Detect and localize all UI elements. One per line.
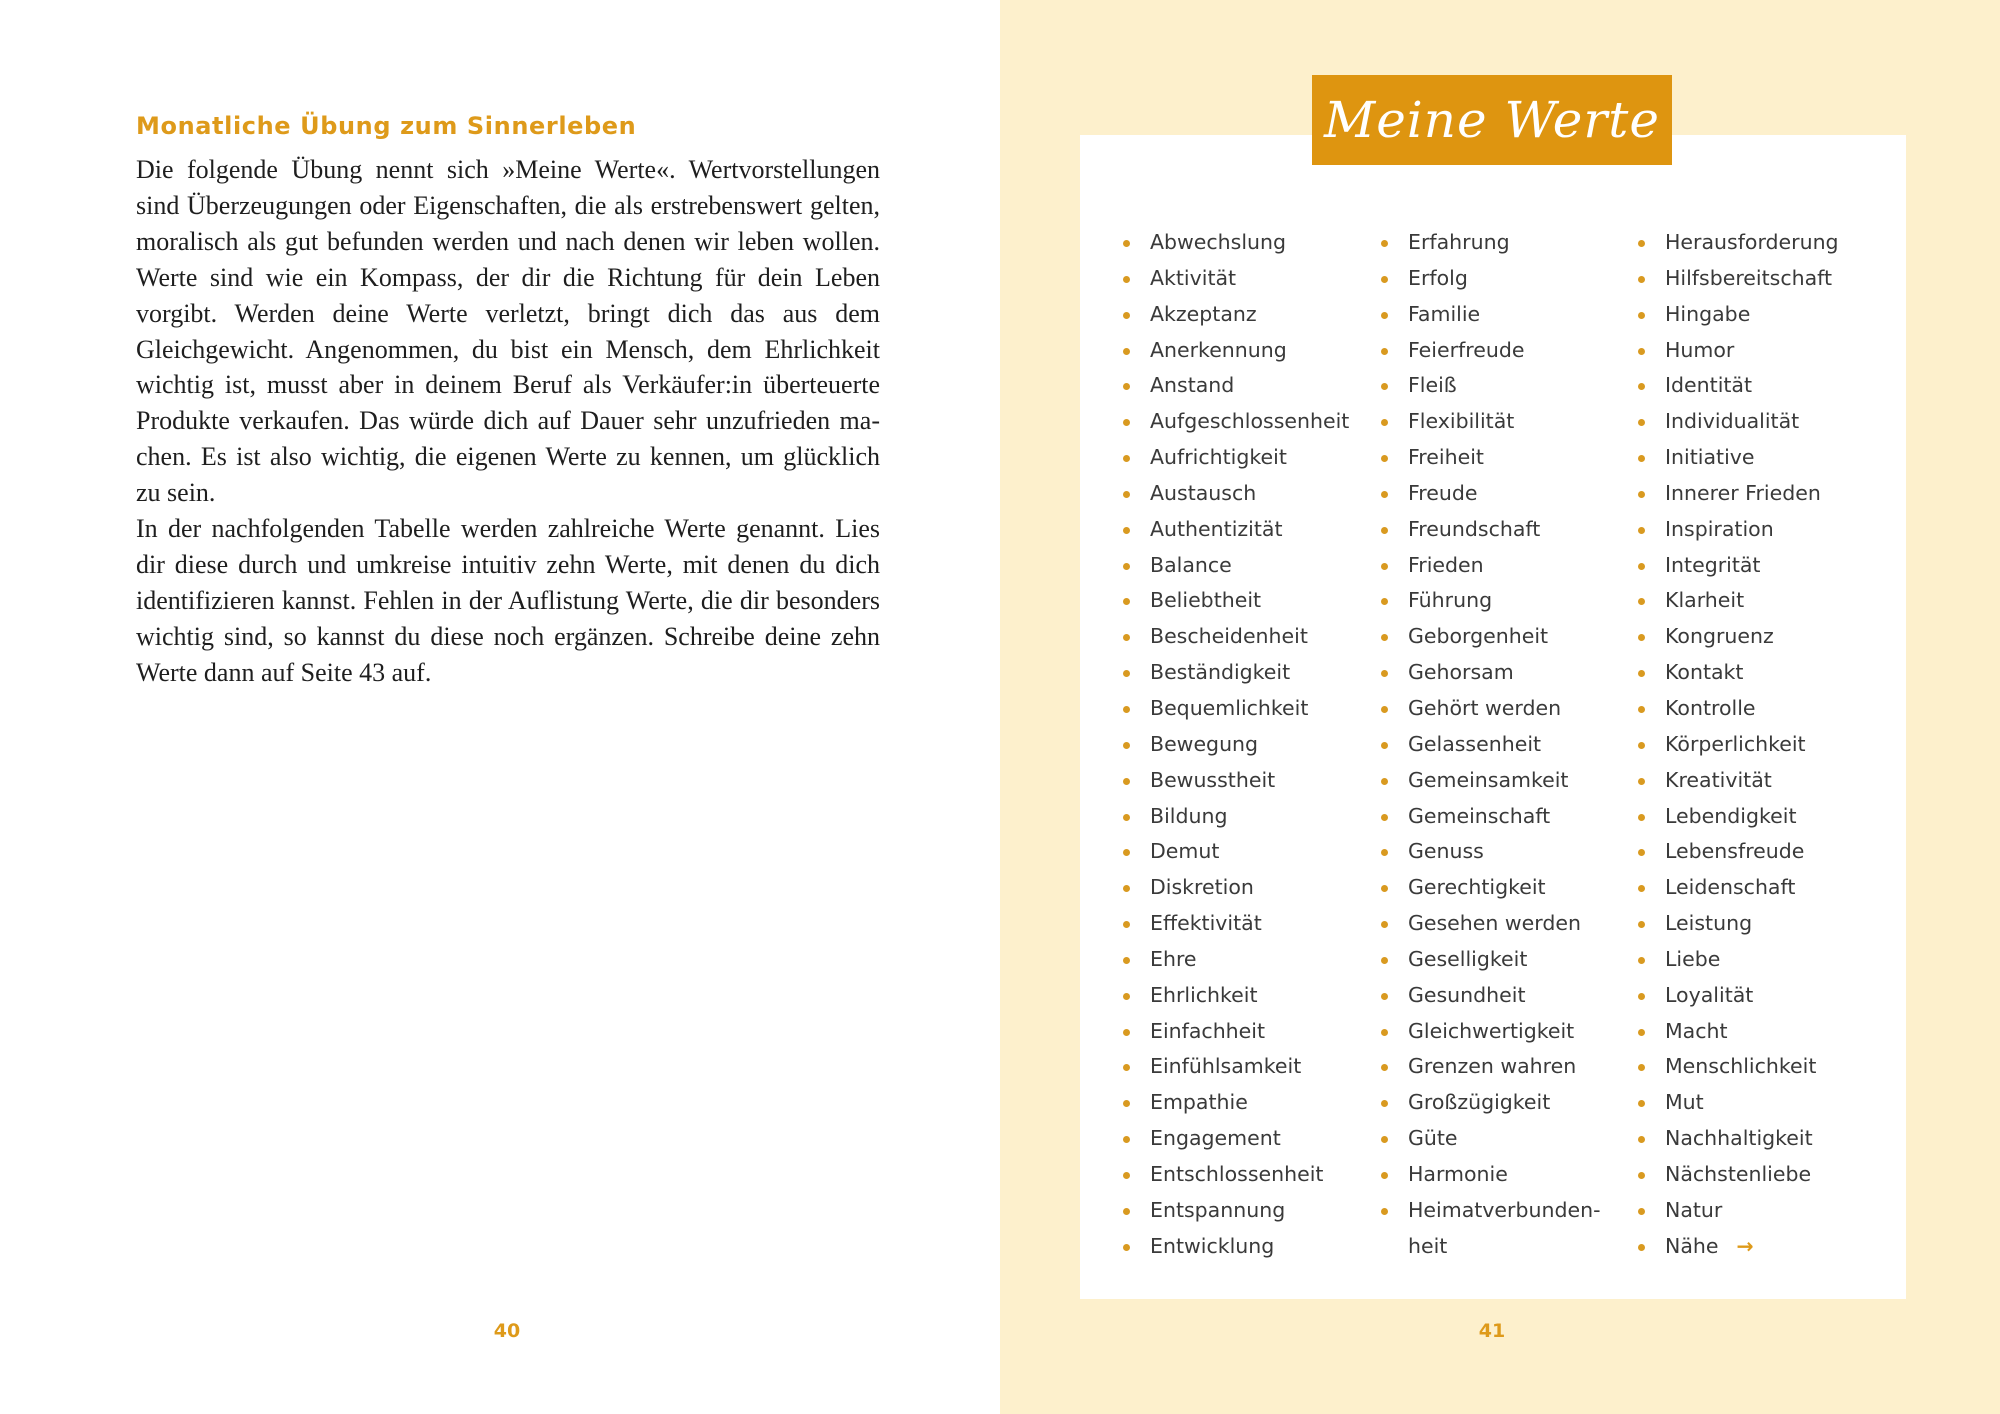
bullet-icon bbox=[1638, 527, 1645, 534]
value-item[interactable] bbox=[1120, 440, 1349, 476]
bullet-icon bbox=[1123, 634, 1130, 641]
bullet-icon bbox=[1638, 993, 1645, 1000]
bullet-icon bbox=[1381, 1029, 1388, 1036]
value-item[interactable] bbox=[1120, 368, 1349, 404]
value-item[interactable] bbox=[1120, 1014, 1349, 1050]
bullet-icon bbox=[1123, 885, 1130, 892]
bullet-icon bbox=[1123, 1064, 1130, 1071]
value-label: Flexibilität bbox=[1408, 409, 1515, 434]
bullet-icon bbox=[1381, 348, 1388, 355]
value-label: Geborgenheit bbox=[1408, 624, 1549, 649]
value-item[interactable] bbox=[1378, 870, 1608, 906]
bullet-icon bbox=[1381, 1208, 1388, 1215]
value-label: Kontrolle bbox=[1665, 695, 1756, 720]
section-heading: Monatliche Übung zum Sinnerleben bbox=[136, 112, 637, 140]
value-item[interactable] bbox=[1120, 1049, 1349, 1085]
value-item[interactable] bbox=[1378, 368, 1608, 404]
value-label: Aufgeschlossenheit bbox=[1150, 409, 1350, 434]
bullet-icon bbox=[1123, 706, 1130, 713]
value-label: Authentizität bbox=[1150, 516, 1283, 541]
value-item[interactable] bbox=[1120, 763, 1349, 799]
value-label: Lebensfreude bbox=[1665, 839, 1805, 864]
value-item[interactable] bbox=[1120, 906, 1349, 942]
value-item[interactable] bbox=[1120, 512, 1349, 548]
value-item[interactable] bbox=[1120, 476, 1349, 512]
value-label: Anstand bbox=[1150, 373, 1235, 398]
bullet-icon bbox=[1638, 778, 1645, 785]
bullet-icon bbox=[1638, 706, 1645, 713]
bullet-icon bbox=[1638, 634, 1645, 641]
value-item[interactable] bbox=[1378, 942, 1608, 978]
value-label: Gehorsam bbox=[1408, 660, 1514, 685]
page-number-left: 40 bbox=[493, 1320, 521, 1342]
value-label: Feierfreude bbox=[1408, 337, 1525, 362]
value-item[interactable] bbox=[1378, 727, 1608, 763]
value-label: Liebe bbox=[1665, 946, 1721, 971]
value-label: Beständigkeit bbox=[1150, 660, 1291, 685]
value-label: Inspiration bbox=[1665, 516, 1774, 541]
bullet-icon bbox=[1123, 1208, 1130, 1215]
bullet-icon bbox=[1381, 1100, 1388, 1107]
value-label: Gelassenheit bbox=[1408, 731, 1542, 756]
value-item[interactable] bbox=[1120, 1193, 1349, 1229]
value-item[interactable] bbox=[1378, 655, 1608, 691]
bullet-icon bbox=[1638, 1136, 1645, 1143]
bullet-icon bbox=[1638, 491, 1645, 498]
value-item[interactable] bbox=[1120, 978, 1349, 1014]
value-item[interactable] bbox=[1120, 261, 1349, 297]
bullet-icon bbox=[1381, 312, 1388, 319]
bullet-icon bbox=[1381, 527, 1388, 534]
bullet-icon bbox=[1381, 957, 1388, 964]
value-label: Gleichwertigkeit bbox=[1408, 1018, 1575, 1043]
value-item[interactable] bbox=[1378, 548, 1608, 584]
value-label: Leidenschaft bbox=[1665, 875, 1796, 900]
value-label: Initiative bbox=[1665, 445, 1755, 470]
value-item[interactable] bbox=[1635, 261, 1839, 297]
value-label: Einfühlsamkeit bbox=[1150, 1054, 1302, 1079]
value-item[interactable] bbox=[1120, 1121, 1349, 1157]
value-item[interactable] bbox=[1378, 440, 1608, 476]
bullet-icon bbox=[1123, 1029, 1130, 1036]
value-item[interactable] bbox=[1635, 548, 1839, 584]
value-label: Bequemlichkeit bbox=[1150, 695, 1309, 720]
value-item[interactable] bbox=[1635, 404, 1839, 440]
value-label: Genuss bbox=[1408, 839, 1484, 864]
value-item[interactable] bbox=[1635, 297, 1839, 333]
bullet-icon bbox=[1123, 455, 1130, 462]
bullet-icon bbox=[1381, 993, 1388, 1000]
bullet-icon bbox=[1381, 1136, 1388, 1143]
values-column-2 bbox=[1378, 225, 1608, 1264]
value-label: Menschlichkeit bbox=[1665, 1054, 1817, 1079]
value-label: Herausforderung bbox=[1665, 230, 1839, 254]
value-label: Bewegung bbox=[1150, 731, 1259, 756]
bullet-icon bbox=[1381, 670, 1388, 677]
bullet-icon bbox=[1381, 921, 1388, 928]
value-label: Empathie bbox=[1150, 1090, 1248, 1115]
value-label: Fleiß bbox=[1408, 373, 1457, 398]
bullet-icon bbox=[1381, 849, 1388, 856]
bullet-icon bbox=[1638, 383, 1645, 390]
bullet-icon bbox=[1381, 419, 1388, 426]
bullet-icon bbox=[1638, 849, 1645, 856]
bullet-icon bbox=[1638, 957, 1645, 964]
value-item[interactable] bbox=[1378, 404, 1608, 440]
body-text bbox=[136, 152, 880, 691]
value-item[interactable] bbox=[1378, 763, 1608, 799]
value-label: Entwicklung bbox=[1150, 1233, 1275, 1258]
value-item[interactable] bbox=[1120, 225, 1349, 261]
bullet-icon bbox=[1381, 1064, 1388, 1071]
value-label: Gesehen werden bbox=[1408, 911, 1581, 936]
value-label: Lebendigkeit bbox=[1665, 803, 1797, 828]
value-label: Gemeinsamkeit bbox=[1408, 767, 1569, 792]
value-label: Demut bbox=[1150, 839, 1220, 864]
value-label: Entschlossenheit bbox=[1150, 1161, 1324, 1186]
value-item[interactable] bbox=[1120, 333, 1349, 369]
value-item[interactable] bbox=[1635, 1085, 1839, 1121]
value-item[interactable] bbox=[1120, 799, 1349, 835]
value-item[interactable] bbox=[1378, 691, 1608, 727]
value-item[interactable] bbox=[1635, 1121, 1839, 1157]
value-label: Nächstenliebe bbox=[1665, 1161, 1812, 1186]
value-label: Einfachheit bbox=[1150, 1018, 1266, 1043]
bullet-icon bbox=[1638, 670, 1645, 677]
value-item[interactable] bbox=[1635, 619, 1839, 655]
value-label: Aufrichtigkeit bbox=[1150, 445, 1287, 470]
value-item[interactable] bbox=[1378, 583, 1608, 619]
bullet-icon bbox=[1381, 634, 1388, 641]
values-column-1 bbox=[1120, 225, 1349, 1264]
bullet-icon bbox=[1381, 742, 1388, 749]
bullet-icon bbox=[1123, 383, 1130, 390]
value-label: Harmonie bbox=[1408, 1161, 1508, 1186]
value-item[interactable] bbox=[1635, 763, 1839, 799]
bullet-icon bbox=[1123, 814, 1130, 821]
bullet-icon bbox=[1123, 419, 1130, 426]
paragraph-instructions: In der nachfolgenden Tabelle werden zahlreiche Werte genannt. Lies dir diese durch und umkreise intuitiv zehn Werte, mit denen du dich identifizieren kannst. Fehlen in der Auflistung Werte, die dir besonders wichtig sind, so kannst du diese noch ergänzen. Schreibe deine zehn Werte dann auf Seite 43 auf. bbox=[136, 514, 880, 687]
value-item[interactable] bbox=[1378, 799, 1608, 835]
value-label: Körperlichkeit bbox=[1665, 731, 1806, 756]
bullet-icon bbox=[1381, 778, 1388, 785]
value-item[interactable] bbox=[1378, 834, 1608, 870]
value-item[interactable] bbox=[1635, 1049, 1839, 1085]
value-item[interactable] bbox=[1378, 1157, 1608, 1193]
value-item[interactable] bbox=[1635, 368, 1839, 404]
value-item[interactable] bbox=[1635, 476, 1839, 512]
value-item[interactable] bbox=[1120, 583, 1349, 619]
value-label: Akzeptanz bbox=[1150, 301, 1257, 326]
value-label: Frieden bbox=[1408, 552, 1484, 577]
value-label: Kongruenz bbox=[1665, 624, 1774, 649]
value-label: Erfolg bbox=[1408, 265, 1468, 290]
value-item[interactable] bbox=[1120, 655, 1349, 691]
bullet-icon bbox=[1123, 993, 1130, 1000]
value-label: Gehört werden bbox=[1408, 695, 1562, 720]
value-item[interactable] bbox=[1635, 834, 1839, 870]
value-label: Aktivität bbox=[1150, 265, 1237, 290]
value-item[interactable] bbox=[1378, 297, 1608, 333]
value-label: Geselligkeit bbox=[1408, 946, 1528, 971]
bullet-icon bbox=[1638, 1208, 1645, 1215]
value-label: Nähe bbox=[1665, 1233, 1719, 1258]
value-label: Freude bbox=[1408, 480, 1478, 505]
value-label: Güte bbox=[1408, 1126, 1458, 1151]
bullet-icon bbox=[1638, 885, 1645, 892]
value-item[interactable] bbox=[1635, 333, 1839, 369]
bullet-icon bbox=[1638, 1029, 1645, 1036]
value-label: Grenzen wahren bbox=[1408, 1054, 1577, 1079]
value-label: Integrität bbox=[1665, 552, 1761, 577]
value-item[interactable] bbox=[1120, 1229, 1349, 1265]
bullet-icon bbox=[1638, 1244, 1645, 1251]
value-label: Hilfsbereitschaft bbox=[1665, 265, 1833, 290]
value-item[interactable] bbox=[1120, 297, 1349, 333]
value-label: Nachhaltigkeit bbox=[1665, 1126, 1813, 1151]
value-label: Führung bbox=[1408, 588, 1493, 613]
value-item[interactable] bbox=[1635, 1229, 1839, 1265]
value-item[interactable] bbox=[1378, 512, 1608, 548]
bullet-icon bbox=[1123, 670, 1130, 677]
value-label: Familie bbox=[1408, 301, 1481, 326]
bullet-icon bbox=[1638, 1172, 1645, 1179]
value-item[interactable] bbox=[1635, 942, 1839, 978]
bullet-icon bbox=[1123, 921, 1130, 928]
value-label: Beliebtheit bbox=[1150, 588, 1262, 613]
values-column-3 bbox=[1635, 225, 1839, 1264]
value-label: Bewusstheit bbox=[1150, 767, 1276, 792]
value-item[interactable] bbox=[1635, 1193, 1839, 1229]
bullet-icon bbox=[1381, 598, 1388, 605]
value-item[interactable] bbox=[1635, 978, 1839, 1014]
arrow-right-icon: → bbox=[1736, 1233, 1754, 1258]
value-item[interactable] bbox=[1378, 333, 1608, 369]
bullet-icon bbox=[1638, 276, 1645, 283]
bullet-icon bbox=[1381, 706, 1388, 713]
value-item[interactable] bbox=[1635, 1014, 1839, 1050]
value-item[interactable] bbox=[1120, 870, 1349, 906]
value-label: Individualität bbox=[1665, 409, 1800, 434]
value-item[interactable] bbox=[1635, 870, 1839, 906]
bullet-icon bbox=[1123, 778, 1130, 785]
bullet-icon bbox=[1123, 742, 1130, 749]
bullet-icon bbox=[1381, 276, 1388, 283]
bullet-icon bbox=[1638, 742, 1645, 749]
value-label: Kontakt bbox=[1665, 660, 1744, 685]
value-item[interactable] bbox=[1378, 1014, 1608, 1050]
value-label: Freiheit bbox=[1408, 445, 1484, 470]
value-item[interactable] bbox=[1120, 548, 1349, 584]
value-label: Großzügigkeit bbox=[1408, 1090, 1551, 1115]
value-label: Identität bbox=[1665, 373, 1753, 398]
value-item[interactable] bbox=[1635, 727, 1839, 763]
value-item[interactable] bbox=[1635, 1157, 1839, 1193]
bullet-icon bbox=[1638, 814, 1645, 821]
value-label: Engagement bbox=[1150, 1126, 1281, 1151]
bullet-icon bbox=[1123, 491, 1130, 498]
bullet-icon bbox=[1123, 1136, 1130, 1143]
value-label: Austausch bbox=[1150, 480, 1257, 505]
bullet-icon bbox=[1381, 885, 1388, 892]
bullet-icon bbox=[1123, 849, 1130, 856]
title-banner bbox=[1312, 75, 1672, 165]
bullet-icon bbox=[1381, 1172, 1388, 1179]
bullet-icon bbox=[1638, 921, 1645, 928]
value-label: Humor bbox=[1665, 337, 1735, 362]
value-label: Macht bbox=[1665, 1018, 1728, 1043]
value-item[interactable] bbox=[1378, 1193, 1608, 1265]
value-item[interactable] bbox=[1635, 906, 1839, 942]
value-label: Heimatverbunden- heit bbox=[1408, 1197, 1601, 1258]
value-label: Bescheidenheit bbox=[1150, 624, 1308, 649]
value-item[interactable] bbox=[1120, 942, 1349, 978]
value-label: Ehrlichkeit bbox=[1150, 982, 1258, 1007]
bullet-icon bbox=[1638, 563, 1645, 570]
value-item[interactable] bbox=[1120, 404, 1349, 440]
paragraph-intro: Die folgende Übung nennt sich »Meine Werte«. Wertvorstellungen sind Überzeugungen oder Eigenschaften, die als erstrebenswert gelten, moralisch als gut befunden werden und nach denen wir leben wollen. Werte sind wie ein Kompass, der dir die Richtung für dein Leben vorgibt. Werden deine Werte verletzt, bringt dich das aus dem Gleichgewicht. Angenommen, du bist ein Mensch, dem Ehrlichkeit wichtig ist, musst aber in deinem Beruf als Verkäufer:in überteuerte Produkte verkaufen. Das würde dich auf Dauer sehr unzufrieden machen. Es ist also wichtig, die eigenen Werte zu kennen, um glücklich zu sein. bbox=[136, 155, 880, 508]
value-item[interactable] bbox=[1635, 583, 1839, 619]
value-label: Balance bbox=[1150, 552, 1232, 577]
bullet-icon bbox=[1123, 348, 1130, 355]
bullet-icon bbox=[1638, 348, 1645, 355]
bullet-icon bbox=[1638, 598, 1645, 605]
value-label: Mut bbox=[1665, 1090, 1704, 1115]
bullet-icon bbox=[1123, 312, 1130, 319]
value-label: Effektivität bbox=[1150, 911, 1262, 936]
bullet-icon bbox=[1381, 383, 1388, 390]
bullet-icon bbox=[1123, 527, 1130, 534]
value-item[interactable] bbox=[1635, 799, 1839, 835]
value-item[interactable] bbox=[1635, 512, 1839, 548]
value-item[interactable] bbox=[1635, 655, 1839, 691]
bullet-icon bbox=[1123, 563, 1130, 570]
value-label: Hingabe bbox=[1665, 301, 1751, 326]
bullet-icon bbox=[1123, 1244, 1130, 1251]
value-item[interactable] bbox=[1635, 225, 1839, 261]
bullet-icon bbox=[1638, 455, 1645, 462]
bullet-icon bbox=[1381, 814, 1388, 821]
right-page bbox=[1000, 0, 2000, 1414]
value-label: Kreativität bbox=[1665, 767, 1772, 792]
value-item[interactable] bbox=[1120, 1085, 1349, 1121]
bullet-icon bbox=[1123, 957, 1130, 964]
bullet-icon bbox=[1123, 240, 1130, 247]
value-item[interactable] bbox=[1120, 691, 1349, 727]
bullet-icon bbox=[1638, 1064, 1645, 1071]
value-item[interactable] bbox=[1120, 619, 1349, 655]
value-label: Gerechtigkeit bbox=[1408, 875, 1546, 900]
bullet-icon bbox=[1381, 455, 1388, 462]
value-label: Klarheit bbox=[1665, 588, 1745, 613]
value-label: Freundschaft bbox=[1408, 516, 1541, 541]
bullet-icon bbox=[1381, 563, 1388, 570]
bullet-icon bbox=[1123, 598, 1130, 605]
bullet-icon bbox=[1381, 240, 1388, 247]
bullet-icon bbox=[1123, 1100, 1130, 1107]
value-label: Gemeinschaft bbox=[1408, 803, 1551, 828]
value-label: Natur bbox=[1665, 1197, 1723, 1222]
value-label: Innerer Frieden bbox=[1665, 480, 1821, 505]
title-banner-text: Meine Werte bbox=[1324, 91, 1660, 149]
value-label: Gesundheit bbox=[1408, 982, 1526, 1007]
value-item[interactable] bbox=[1120, 727, 1349, 763]
value-label: Leistung bbox=[1665, 911, 1753, 936]
bullet-icon bbox=[1123, 1172, 1130, 1179]
bullet-icon bbox=[1381, 491, 1388, 498]
page-number-right: 41 bbox=[1478, 1320, 1506, 1342]
value-item[interactable] bbox=[1635, 440, 1839, 476]
bullet-icon bbox=[1638, 419, 1645, 426]
value-label: Ehre bbox=[1150, 946, 1197, 971]
value-label: Loyalität bbox=[1665, 982, 1754, 1007]
bullet-icon bbox=[1638, 1100, 1645, 1107]
value-label: Erfahrung bbox=[1408, 230, 1510, 254]
bullet-icon bbox=[1638, 240, 1645, 247]
value-item[interactable] bbox=[1378, 261, 1608, 297]
value-item[interactable] bbox=[1635, 691, 1839, 727]
value-item[interactable] bbox=[1378, 476, 1608, 512]
value-item[interactable] bbox=[1378, 1049, 1608, 1085]
value-label: Abwechslung bbox=[1150, 230, 1287, 254]
value-item[interactable] bbox=[1378, 1085, 1608, 1121]
value-item[interactable] bbox=[1378, 225, 1608, 261]
bullet-icon bbox=[1123, 276, 1130, 283]
value-item[interactable] bbox=[1378, 1121, 1608, 1157]
value-label: Diskretion bbox=[1150, 875, 1254, 900]
value-label: Entspannung bbox=[1150, 1197, 1286, 1222]
value-item[interactable] bbox=[1120, 1157, 1349, 1193]
value-label: Bildung bbox=[1150, 803, 1228, 828]
value-item[interactable] bbox=[1378, 906, 1608, 942]
bullet-icon bbox=[1638, 312, 1645, 319]
value-item[interactable] bbox=[1378, 619, 1608, 655]
value-item[interactable] bbox=[1378, 978, 1608, 1014]
value-item[interactable] bbox=[1120, 834, 1349, 870]
value-label: Anerkennung bbox=[1150, 337, 1287, 362]
